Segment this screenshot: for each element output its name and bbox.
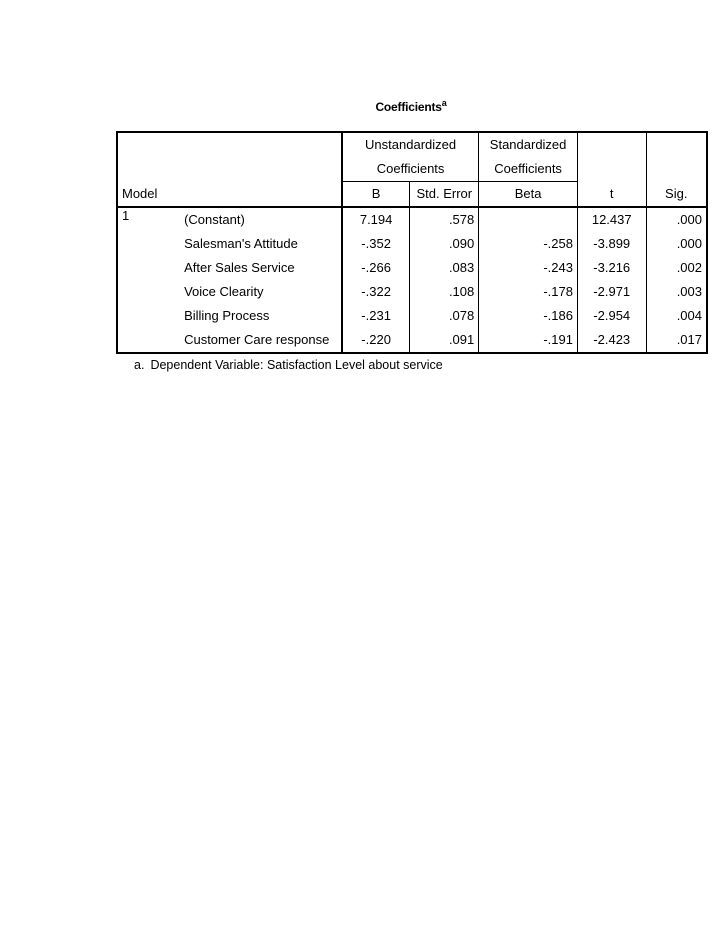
row-sig: .017: [646, 328, 707, 353]
row-sig: .000: [646, 207, 707, 232]
header-t: t: [577, 182, 646, 208]
header-empty-sig: [646, 132, 707, 182]
row-b: -.231: [342, 304, 410, 328]
row-t: -3.899: [577, 232, 646, 256]
row-t: -2.423: [577, 328, 646, 353]
table-row: [117, 304, 707, 328]
table-row: [117, 280, 707, 304]
table-row: [117, 256, 707, 280]
header-standardized-line1: Standardized: [489, 137, 567, 152]
table-row: [117, 207, 707, 232]
header-beta: Beta: [479, 182, 578, 208]
header-standardized-line2: Coefficients: [494, 161, 562, 176]
row-var: Voice Clearity: [184, 284, 264, 299]
footnote-text: Dependent Variable: Satisfaction Level about service: [150, 358, 443, 372]
header-unstandardized: [342, 132, 479, 157]
row-b: -.352: [342, 232, 410, 256]
coefficients-table: [116, 131, 708, 354]
row-se: .078: [410, 304, 479, 328]
table-row: [117, 328, 707, 353]
table-title-text: Coefficients: [375, 100, 442, 114]
row-sig: .004: [646, 304, 707, 328]
table-row: [117, 232, 707, 256]
row-beta: -.186: [479, 304, 578, 328]
header-unstandardized-2: [342, 157, 479, 182]
header-empty-var: [176, 132, 342, 182]
row-t: -2.954: [577, 304, 646, 328]
header-unstandardized-line2: Coefficients: [376, 161, 445, 176]
row-t: -2.971: [577, 280, 646, 304]
row-var: Salesman's Attitude: [184, 236, 298, 251]
row-b: 7.194: [342, 207, 410, 232]
row-se: .108: [410, 280, 479, 304]
header-sig: Sig.: [646, 182, 707, 208]
row-var: Billing Process: [184, 308, 270, 323]
header-row-3: [117, 182, 707, 208]
row-sig: .003: [646, 280, 707, 304]
row-beta: -.258: [479, 232, 578, 256]
row-se: .090: [410, 232, 479, 256]
header-b: B: [342, 182, 410, 208]
header-row-1: [117, 132, 707, 157]
model-number: 1: [117, 207, 176, 353]
row-beta: -.243: [479, 256, 578, 280]
header-empty-t: [577, 132, 646, 182]
row-var: (Constant): [176, 207, 342, 232]
row-var: After Sales Service: [184, 260, 295, 275]
row-t: 12.437: [577, 207, 646, 232]
row-beta: -.178: [479, 280, 578, 304]
row-sig: .002: [646, 256, 707, 280]
header-empty-model: [117, 132, 176, 182]
row-se: .578: [410, 207, 479, 232]
table-footnote: [134, 358, 443, 372]
row-var: Customer Care response: [184, 332, 330, 347]
footnote-mark: a.: [134, 358, 145, 372]
header-unstandardized-line1: Unstandardized: [365, 137, 457, 152]
row-t: -3.216: [577, 256, 646, 280]
table-title: [0, 98, 728, 114]
row-b: -.220: [342, 328, 410, 353]
row-se: .083: [410, 256, 479, 280]
row-se: .091: [410, 328, 479, 353]
header-model: Model: [122, 185, 158, 201]
header-standardized-2: [479, 157, 578, 182]
row-beta: -.191: [479, 328, 578, 353]
row-sig: .000: [646, 232, 707, 256]
row-b: -.322: [342, 280, 410, 304]
table-title-footnote-mark: a: [441, 98, 447, 108]
row-beta: [479, 207, 578, 232]
header-standardized: [479, 132, 578, 157]
row-b: -.266: [342, 256, 410, 280]
header-std-error: Std. Error: [410, 182, 479, 208]
